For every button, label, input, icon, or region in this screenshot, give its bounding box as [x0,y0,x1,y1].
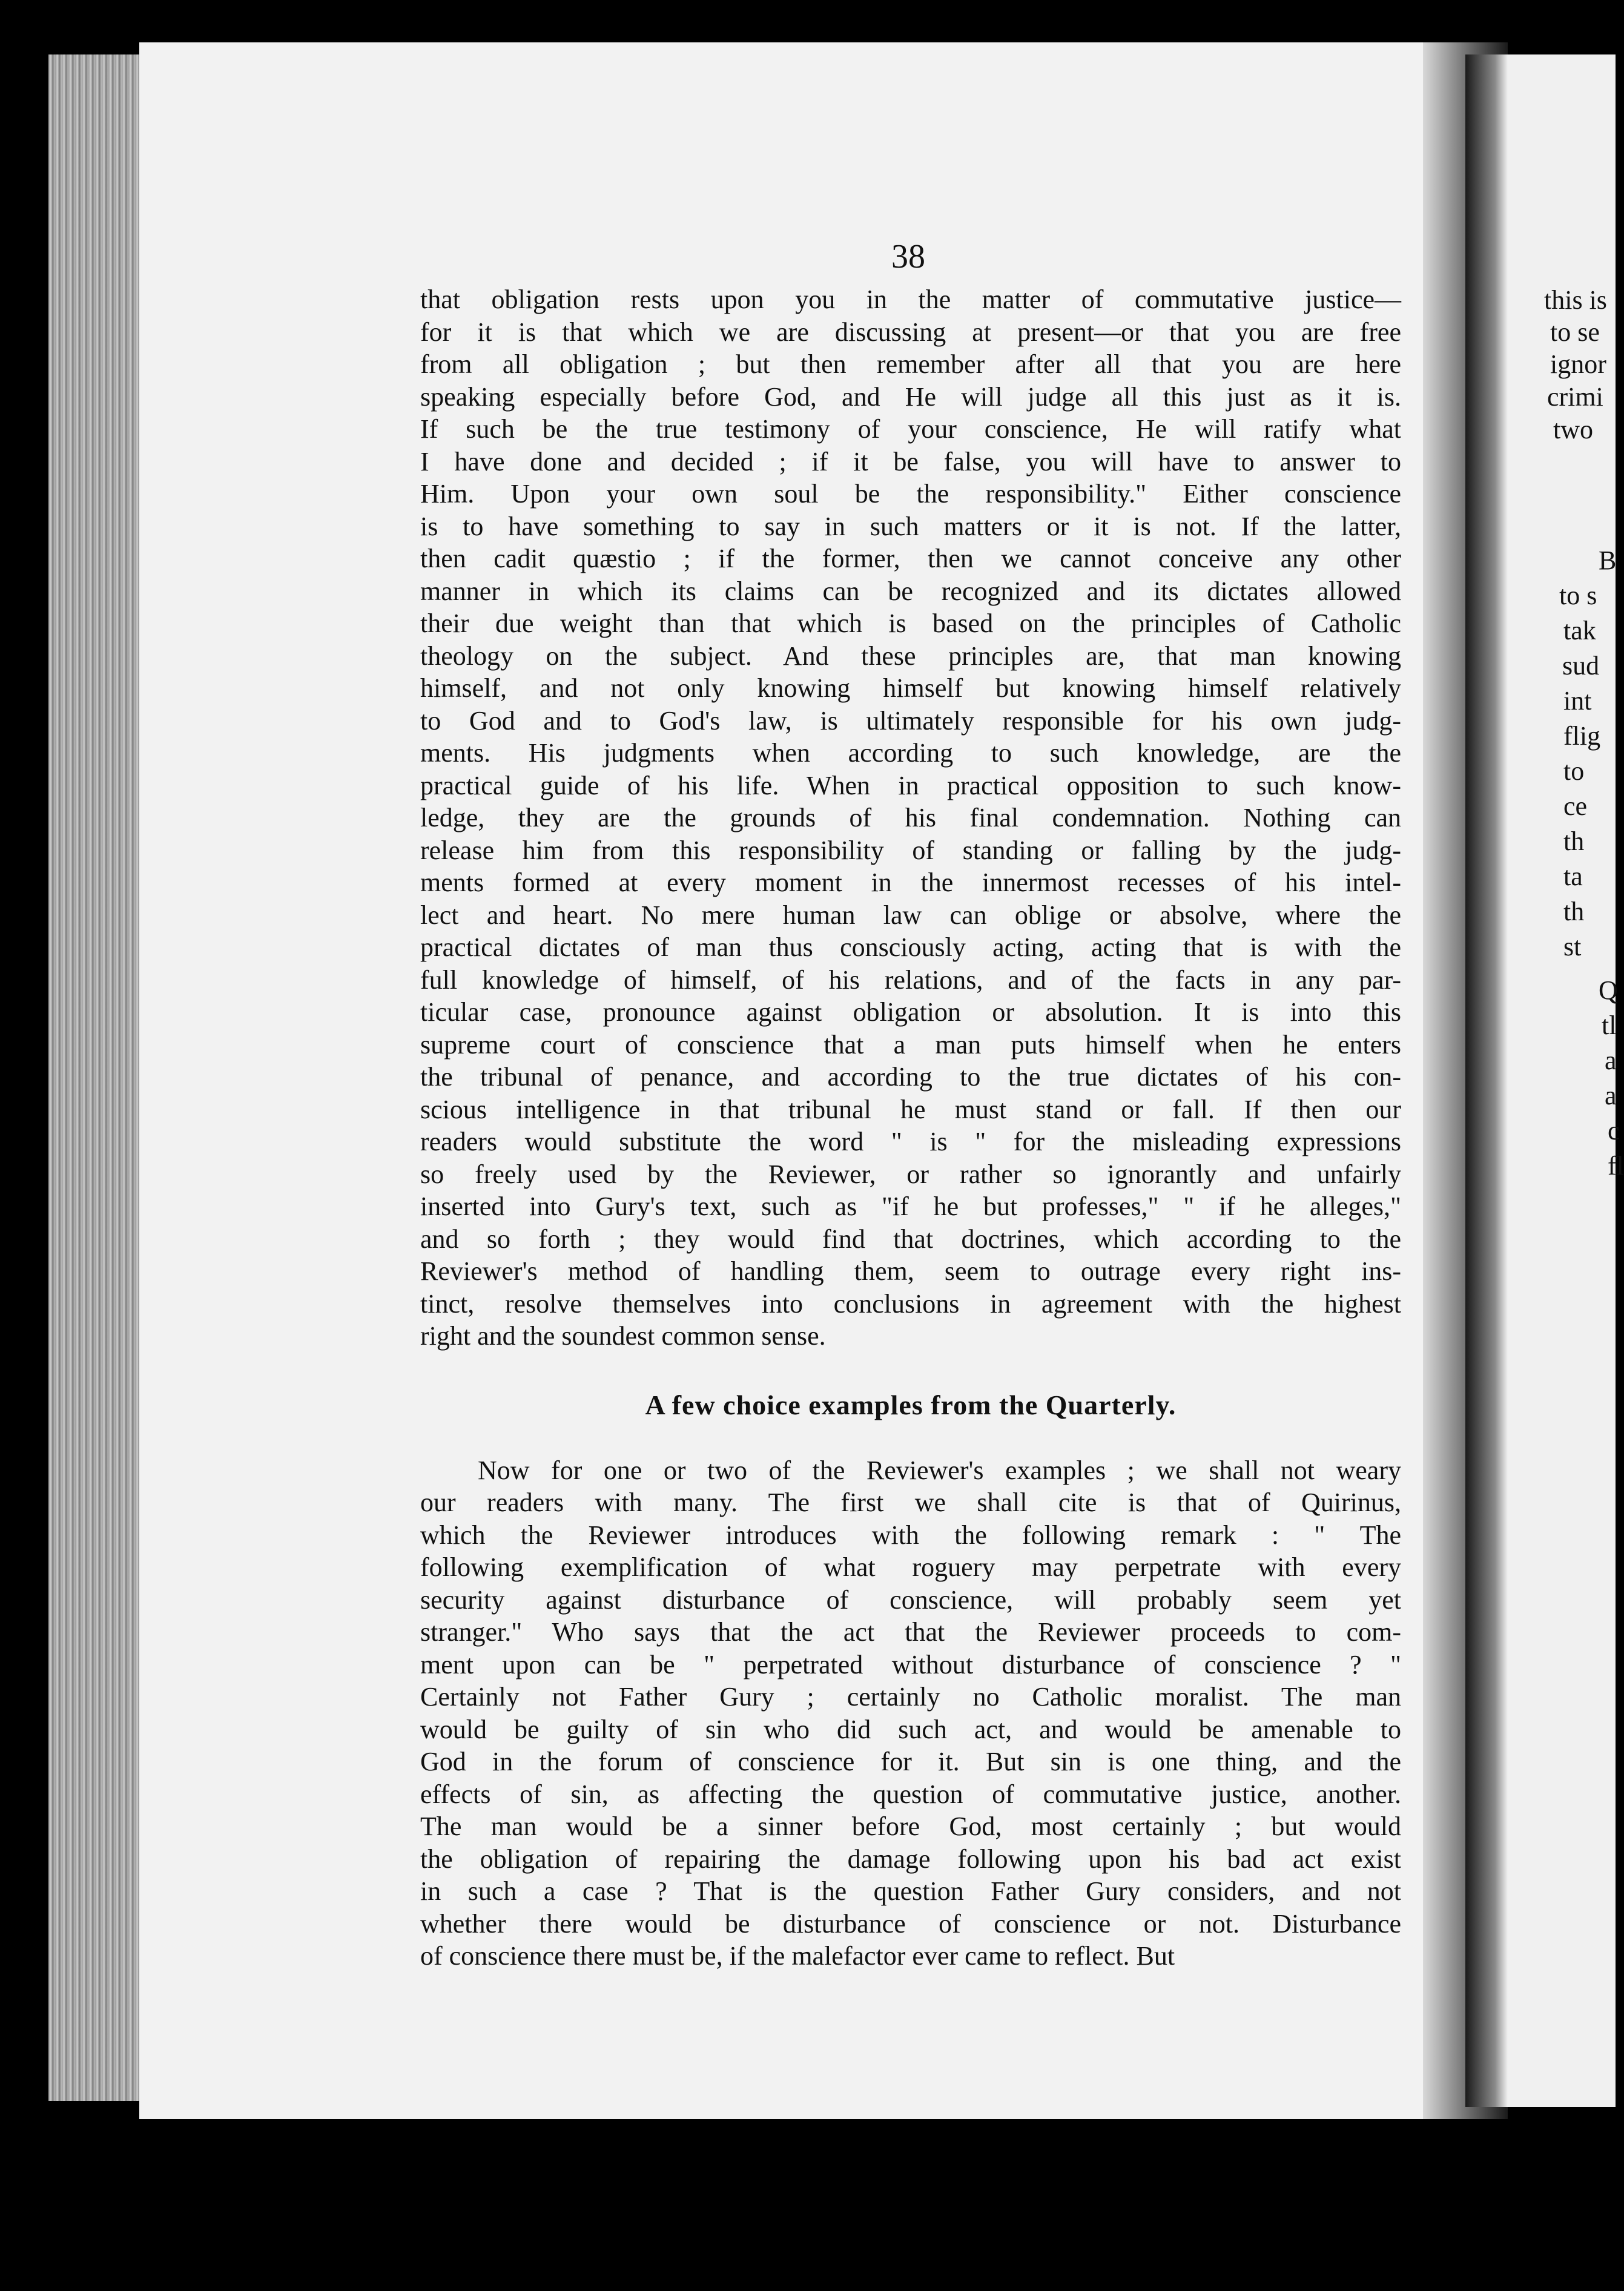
text-line: speaking especially before God, and He will judge all this just as it is. [420,381,1401,412]
text-line: in such a case ? That is the question Father Gury considers, and not [420,1876,1401,1906]
text-line: Now for one or two of the Reviewer's examples ; we shall not weary [478,1455,1401,1485]
paragraph-1 [420,283,1401,1353]
section-heading: A few choice examples from the Quarterly. [645,1389,1177,1420]
facing-page-fragment: Q [1599,975,1618,1005]
text-line: practical dictates of man thus consciously acting, acting that is with the [420,932,1401,962]
facing-page-fragment: th [1563,826,1585,856]
page-number: 38 [891,238,925,275]
text-line: is to have something to say in such matters or it is not. If the latter, [420,511,1401,541]
text-line: that obligation rests upon you in the matter of commutative justice— [420,285,1401,314]
facing-page-fragment: flig [1563,721,1601,751]
facing-page-fragment: c [1608,1116,1620,1146]
text-line: ticular case, pronounce against obligation or absolution. It is into this [420,997,1401,1027]
text-line: The man would be a sinner before God, most certainly ; but would [420,1811,1401,1841]
text-line: our readers with many. The first we shall cite is that of Quirinus, [420,1488,1401,1517]
text-line: manner in which its claims can be recognized and its dictates allowed [420,576,1401,606]
text-line: Certainly not Father Gury ; certainly no Catholic moralist. The man [420,1682,1401,1712]
text-line: from all obligation ; but then remember after all that you are here [420,349,1401,379]
facing-page-fragment: to s [1559,581,1597,610]
text-line: so freely used by the Reviewer, or rather so ignorantly and unfairly [420,1159,1401,1189]
text-line: the tribunal of penance, and according to the true dictates of his con- [420,1062,1401,1092]
text-line: practical guide of his life. When in practical opposition to such know- [420,770,1401,800]
text-line: lect and heart. No mere human law can oblige or absolve, where the [420,900,1401,930]
text-line: to God and to God's law, is ultimately responsible for his own judg- [420,705,1401,736]
facing-page-fragment: int [1563,686,1592,716]
facing-page-fragment: ta [1563,862,1583,891]
text-line: release him from this responsibility of standing or falling by the judg- [420,835,1401,865]
facing-page-fragment: fl [1608,1151,1624,1181]
text-line: following exemplification of what roguery may perpetrate with every [420,1552,1401,1582]
text-line: ment upon can be " perpetrated without disturbance of conscience ? " [420,1649,1401,1680]
text-line: ments. His judgments when according to such knowledge, are the [420,738,1401,768]
facing-page-shadow [1465,54,1508,2107]
facing-page-fragment: ignor [1550,349,1606,379]
text-line: Him. Upon your own soul be the responsibility." Either conscience [420,479,1401,509]
text-line: ments formed at every moment in the innermost recesses of his intel- [420,868,1401,897]
text-line: security against disturbance of conscience, will probably seem yet [420,1584,1401,1615]
text-line: supreme court of conscience that a man puts himself when he enters [420,1029,1401,1060]
text-line: right and the soundest common sense. [420,1321,826,1351]
text-line: for it is that which we are discussing at present—or that you are free [420,317,1401,347]
paragraph-2 [420,1454,1401,1973]
text-line: whether there would be disturbance of conscience or not. Disturbance [420,1908,1401,1939]
text-line: ledge, they are the grounds of his final condemnation. Nothing can [420,803,1401,832]
text-line: readers would substitute the word " is " for the misleading expressions [420,1127,1401,1156]
text-line: I have done and decided ; if it be false, you will have to answer to [420,446,1401,476]
text-line: and so forth ; they would find that doctrines, which according to the [420,1224,1401,1254]
text-line: tinct, resolve themselves into conclusions in agreement with the highest [420,1288,1401,1319]
text-line: would be guilty of sin who did such act, and would be amenable to [420,1714,1401,1744]
text-line: stranger." Who says that the act that the Reviewer proceeds to com- [420,1617,1401,1647]
facing-page-fragment: to [1563,756,1585,786]
facing-page-fragment: st [1563,932,1582,961]
facing-page-fragment: to se [1550,317,1600,347]
facing-page-fragment: a [1605,1081,1617,1110]
facing-page-fragment: a [1605,1046,1617,1075]
text-line: scious intelligence in that tribunal he must stand or fall. If then our [420,1094,1401,1124]
facing-page-fragment: two [1553,415,1593,444]
facing-page-fragment: sud [1562,651,1600,681]
page-body [420,283,1401,1973]
text-line: inserted into Gury's text, such as "if he but professes," " if he alleges," [420,1192,1401,1221]
facing-page-fragment: crimi [1547,382,1603,412]
text-line: If such be the true testimony of your conscience, He will ratify what [420,414,1401,444]
text-line: of conscience there must be, if the malefactor ever came to reflect. But [420,1941,1175,1971]
text-line: Reviewer's method of handling them, seem to outrage every right ins- [420,1256,1401,1286]
text-line: the obligation of repairing the damage following upon his bad act exist [420,1844,1401,1874]
facing-page-fragment: B [1599,546,1617,575]
text-line: theology on the subject. And these principles are, that man knowing [420,641,1401,671]
text-line: then cadit quæstio ; if the former, then we cannot conceive any other [420,544,1401,573]
text-line: full knowledge of himself, of his relations, and of the facts in any par- [420,964,1401,995]
text-line: their due weight than that which is based on the principles of Catholic [420,608,1401,638]
page-edges [48,54,151,2101]
facing-page-fragment: tl [1602,1010,1617,1040]
text-line: God in the forum of conscience for it. But sin is one thing, and the [420,1747,1401,1776]
text-line: himself, and not only knowing himself but knowing himself relatively [420,673,1401,703]
text-line: which the Reviewer introduces with the following remark : " The [420,1520,1401,1550]
facing-page-fragment: tak [1563,616,1596,645]
text-line: effects of sin, as affecting the question of commutative justice, another. [420,1779,1401,1809]
facing-page-fragment: th [1563,897,1585,926]
facing-page-fragment: ce [1563,791,1588,821]
facing-page-fragment: this is [1544,285,1607,315]
